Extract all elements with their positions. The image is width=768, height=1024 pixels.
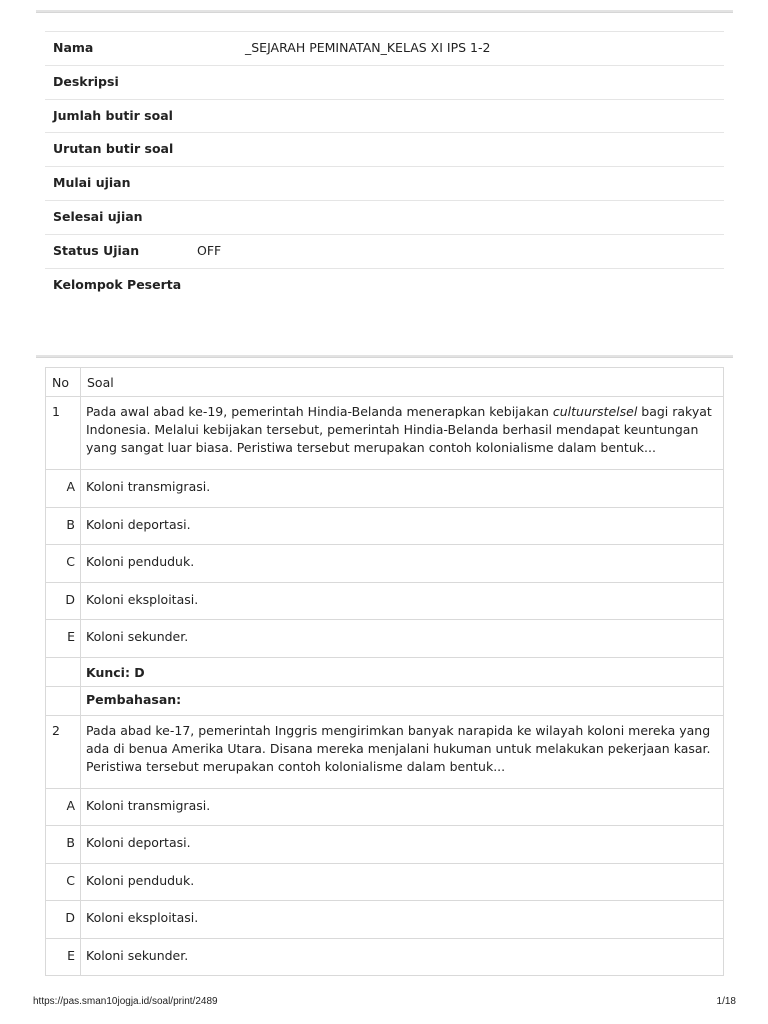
info-label: Selesai ujian xyxy=(53,208,143,224)
question-number: 1 xyxy=(46,397,81,470)
option-row xyxy=(46,470,724,508)
question-row xyxy=(46,715,724,788)
info-label: Nama xyxy=(53,40,94,55)
info-row-urutan xyxy=(45,132,724,166)
option-text: Koloni eksploitasi. xyxy=(81,582,724,620)
table-header-row xyxy=(46,368,724,397)
option-row xyxy=(46,620,724,658)
header-soal: Soal xyxy=(81,368,724,397)
empty-cell xyxy=(46,657,81,686)
question-row xyxy=(46,397,724,470)
info-label: Status Ujian xyxy=(53,242,140,258)
info-row-status xyxy=(45,234,724,268)
info-label: Mulai ujian xyxy=(53,175,131,191)
info-row-kelompok xyxy=(45,268,724,302)
info-label: Jumlah butir soal xyxy=(53,107,173,123)
status-value: OFF xyxy=(197,242,222,258)
option-letter: E xyxy=(46,938,81,976)
answer-key-row xyxy=(46,657,724,686)
option-text: Koloni eksploitasi. xyxy=(81,901,724,939)
info-label: Urutan butir soal xyxy=(53,141,174,157)
info-row-nama xyxy=(45,31,724,65)
option-letter: C xyxy=(46,545,81,583)
exam-info-table xyxy=(45,31,724,301)
option-text: Koloni penduduk. xyxy=(81,545,724,583)
page-number: 1/18 xyxy=(716,996,736,1007)
explanation-label: Pembahasan: xyxy=(81,686,724,715)
option-row xyxy=(46,863,724,901)
question-text-italic: cultuurstelsel xyxy=(552,404,638,419)
option-text: Koloni sekunder. xyxy=(81,620,724,658)
option-letter: D xyxy=(46,582,81,620)
option-letter: A xyxy=(46,788,81,826)
info-row-mulai xyxy=(45,166,724,200)
option-row xyxy=(46,788,724,826)
question-text-part: bagi rakyat Indonesia. Melalui kebijakan tersebut, pemerintah Hindia-Belanda berhasil mendapat keuntungan yang sangat luar biasa. Peristiwa tersebut merupakan contoh kolonialisme dalam bentuk... xyxy=(86,404,712,455)
option-letter: B xyxy=(46,826,81,864)
info-row-jumlah xyxy=(45,99,724,133)
option-row xyxy=(46,901,724,939)
info-row-deskripsi xyxy=(45,65,724,99)
option-text: Koloni transmigrasi. xyxy=(81,470,724,508)
answer-key: Kunci: D xyxy=(81,657,724,686)
question-table xyxy=(45,367,724,976)
section-divider xyxy=(36,355,733,358)
option-row xyxy=(46,545,724,583)
option-letter: B xyxy=(46,507,81,545)
option-letter: D xyxy=(46,901,81,939)
option-row xyxy=(46,507,724,545)
option-letter: A xyxy=(46,470,81,508)
info-label: Deskripsi xyxy=(53,73,119,89)
option-text: Koloni deportasi. xyxy=(81,507,724,545)
question-text: Pada abad ke-17, pemerintah Inggris mengirimkan banyak narapida ke wilayah koloni mereka yang ada di benua Amerika Utara. Disana mereka menjalani hukuman untuk melakukan pekerjaan kasar. Peristiwa tersebut merupakan contoh kolonialisme dalam bentuk... xyxy=(81,715,724,788)
info-row-selesai xyxy=(45,200,724,234)
top-divider xyxy=(36,10,733,13)
info-value: _SEJARAH PEMINATAN_KELAS XI IPS 1-2 xyxy=(245,40,491,55)
option-letter: C xyxy=(46,863,81,901)
footer-url: https://pas.sman10jogja.id/soal/print/2489 xyxy=(33,996,218,1007)
option-text: Koloni sekunder. xyxy=(81,938,724,976)
option-row xyxy=(46,938,724,976)
option-text: Koloni penduduk. xyxy=(81,863,724,901)
option-text: Koloni transmigrasi. xyxy=(81,788,724,826)
option-text: Koloni deportasi. xyxy=(81,826,724,864)
option-row xyxy=(46,582,724,620)
empty-cell xyxy=(46,686,81,715)
question-text-part: Pada awal abad ke-19, pemerintah Hindia-Belanda menerapkan kebijakan xyxy=(86,404,553,419)
info-label: Kelompok Peserta xyxy=(53,276,182,292)
option-letter: E xyxy=(46,620,81,658)
question-text xyxy=(81,397,724,470)
explanation-row xyxy=(46,686,724,715)
question-number: 2 xyxy=(46,715,81,788)
header-no: No xyxy=(46,368,81,397)
option-row xyxy=(46,826,724,864)
